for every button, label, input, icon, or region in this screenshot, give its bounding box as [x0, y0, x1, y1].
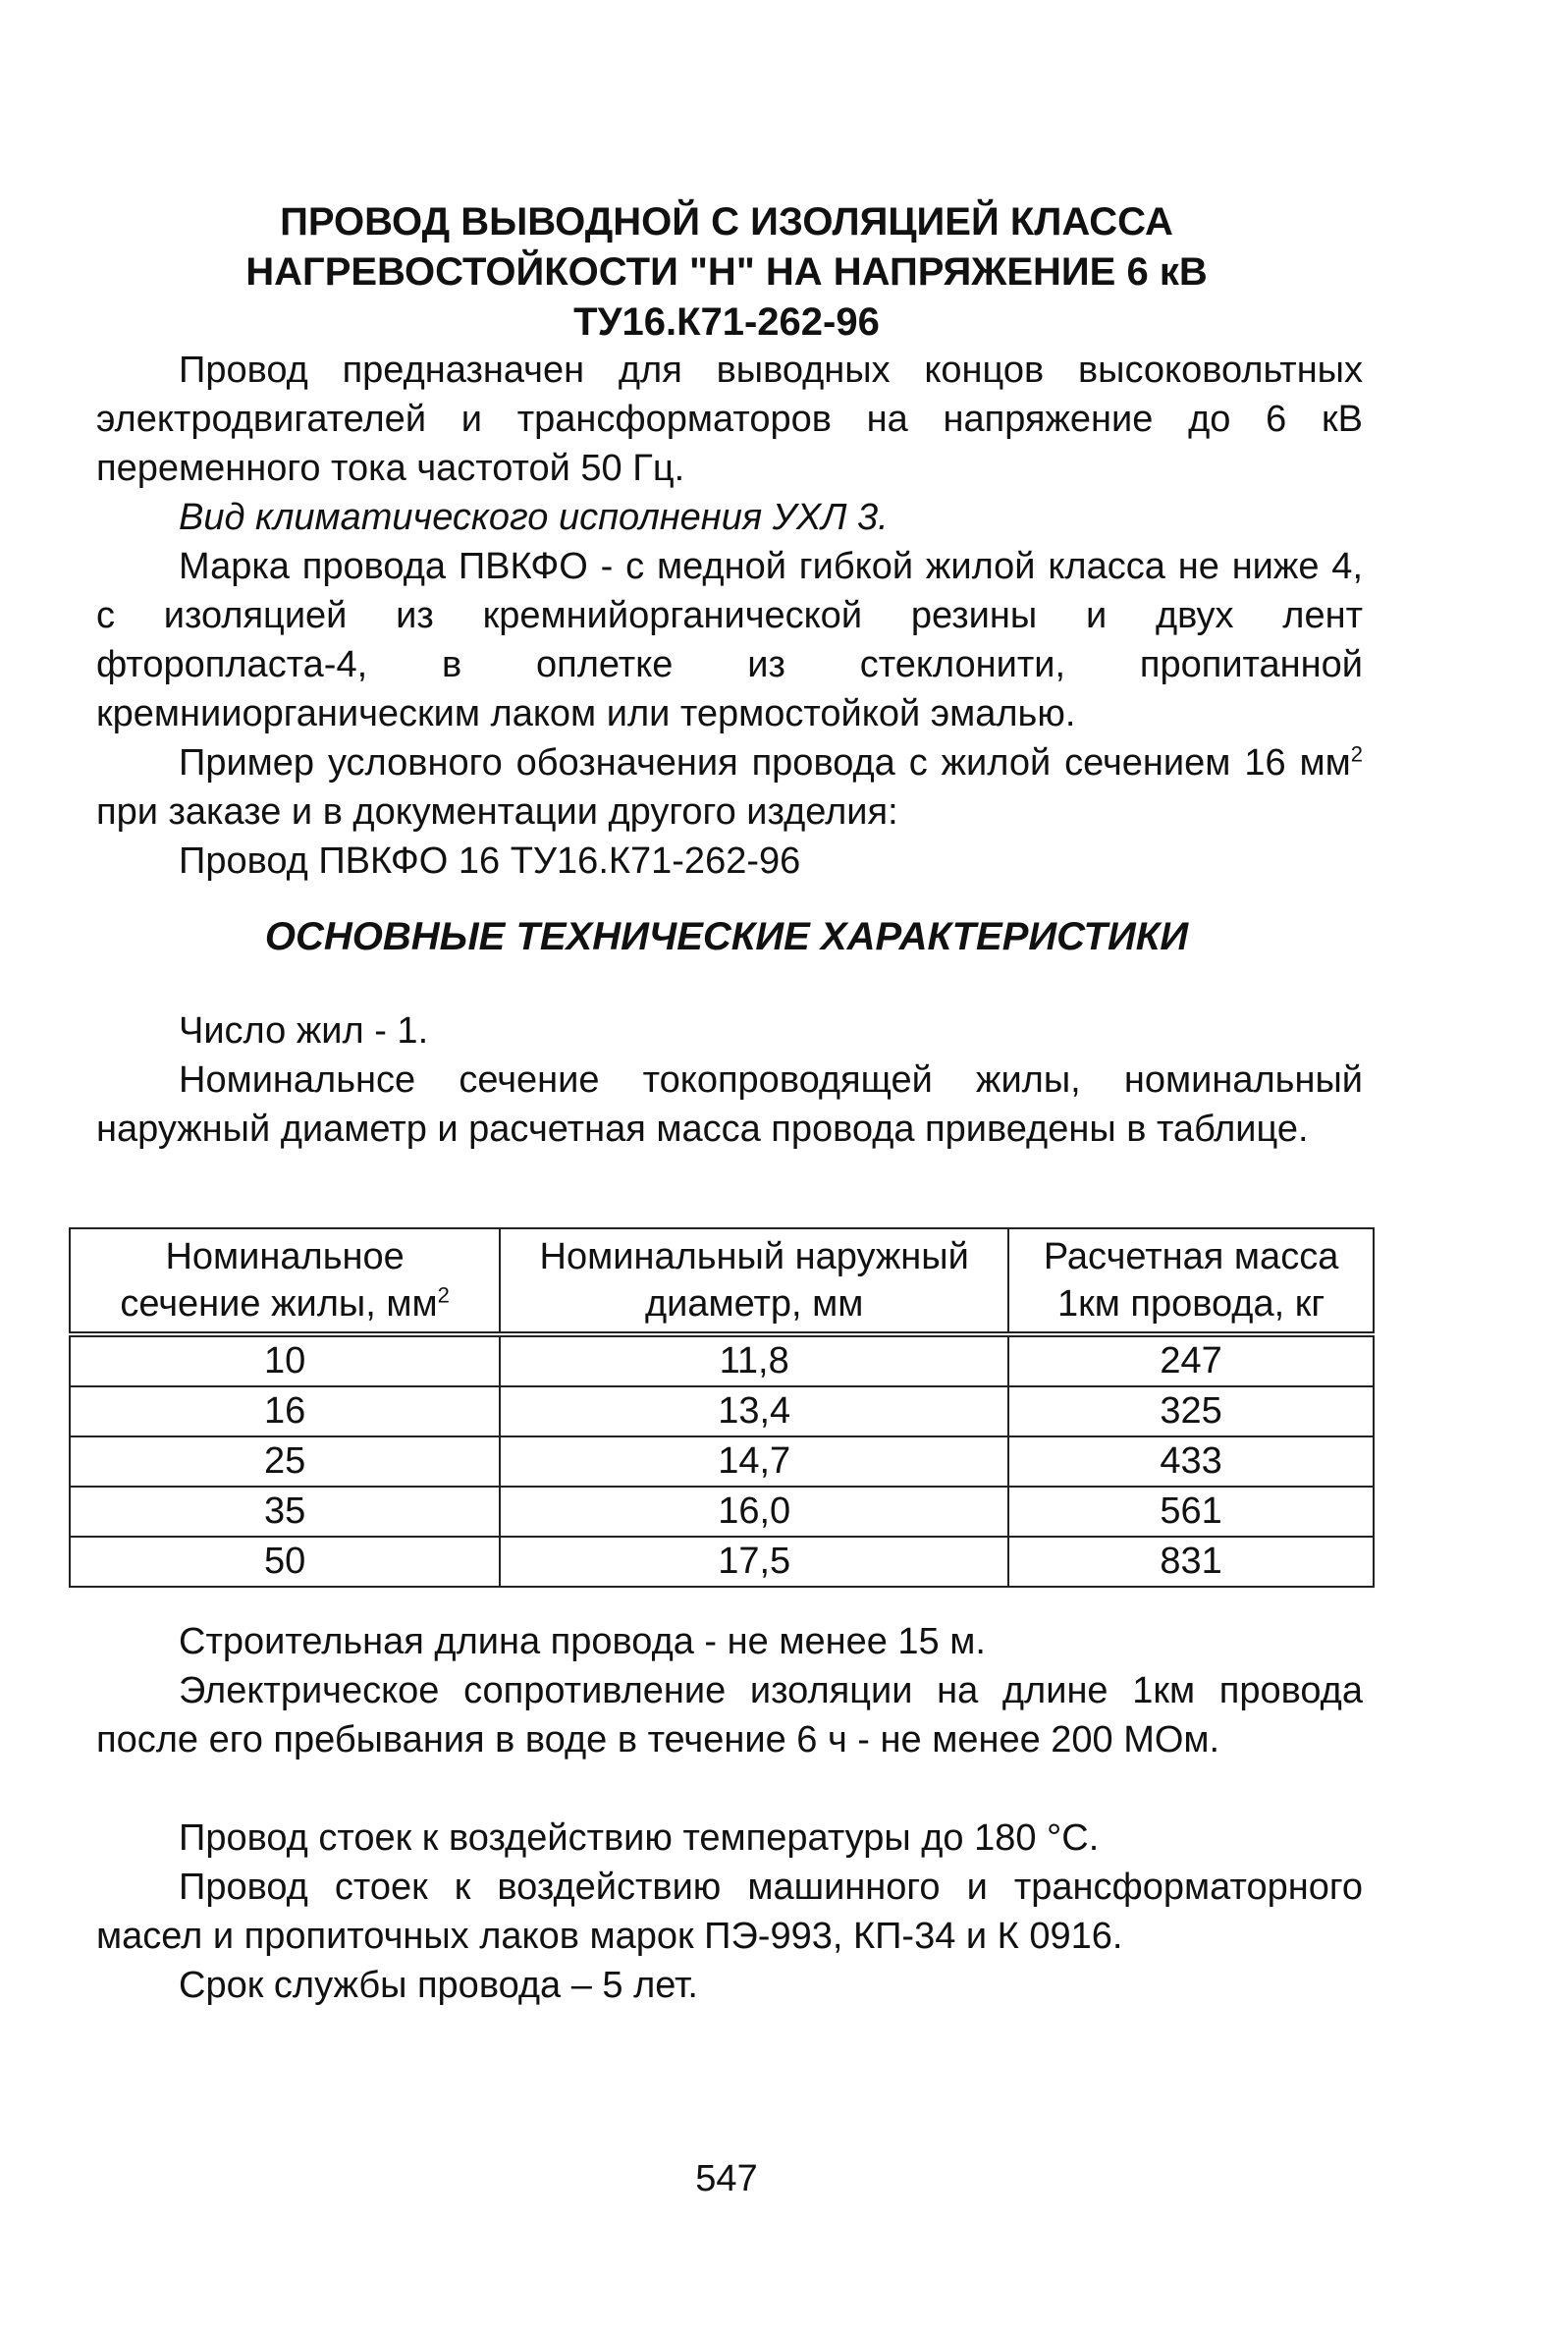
cell-mass: 325 — [1008, 1386, 1374, 1436]
example-paragraph — [96, 738, 1363, 837]
table-row — [70, 1334, 1374, 1386]
cell-diameter: 13,4 — [500, 1386, 1008, 1436]
cell-cross-section: 35 — [70, 1487, 500, 1537]
cell-cross-section: 50 — [70, 1537, 500, 1587]
header-col3-line1: Расчетная масса — [1043, 1236, 1339, 1277]
service-life-line: Срок службы провода – 5 лет. — [179, 1965, 698, 2006]
example-text-before: Пример условного обозначения провода с жилой сечением 16 мм — [179, 742, 1351, 784]
section-title: ОСНОВНЫЕ ТЕХНИЧЕСКИЕ ХАРАКТЕРИСТИКИ — [264, 915, 1189, 958]
header-col3-line2: 1км провода, кг — [1056, 1283, 1325, 1325]
cell-diameter: 17,5 — [500, 1537, 1008, 1587]
cell-diameter: 16,0 — [500, 1487, 1008, 1537]
temperature-line: Провод стоек к воздействию температуры до 180 °С. — [179, 1817, 1100, 1859]
cell-mass: 247 — [1008, 1334, 1374, 1386]
table-row — [70, 1436, 1374, 1487]
example-text-after: при заказе и в документации другого изделия: — [96, 791, 898, 833]
header-col2-line2: диаметр, мм — [644, 1283, 864, 1325]
example-superscript: 2 — [1350, 741, 1363, 767]
designation-line: Провод ПВКФО 16 ТУ16.К71-262-96 — [179, 840, 801, 882]
table-note-paragraph: Номинальнсе сечение токопроводящей жилы, номинальный наружный диаметр и расчетная масса провода приведены в таблице. — [96, 1059, 1363, 1150]
specs-table — [69, 1227, 1375, 1588]
page-number: 547 — [695, 2158, 758, 2199]
table-header-row — [70, 1228, 1374, 1334]
cell-mass: 561 — [1008, 1487, 1374, 1537]
header-cross-section — [70, 1228, 500, 1334]
cell-mass: 433 — [1008, 1436, 1374, 1487]
cores-count: Число жил - 1. — [179, 1010, 429, 1052]
cell-cross-section: 16 — [70, 1386, 500, 1436]
brand-paragraph: Марка провода ПВКФО - с медной гибкой жилой класса не ниже 4, с изоляцией из кремнийорганической резины и двух лент фторопласта-4, в оплетке из стеклонити, пропитанной кремнииорганическим лаком или термостойкой эмалью. — [96, 546, 1363, 734]
title-line-3: ТУ16.К71-262-96 — [573, 300, 880, 344]
cell-diameter: 11,8 — [500, 1334, 1008, 1386]
header-col1-line2: сечение жилы, мм — [120, 1283, 438, 1325]
table-row — [70, 1386, 1374, 1436]
resistance-paragraph: Электрическое сопротивление изоляции на длине 1км провода после его пребывания в воде в течение 6 ч - не менее 200 МОм. — [96, 1670, 1363, 1760]
climate-paragraph: Вид климатического исполнения УХЛ 3. — [179, 497, 889, 538]
cell-diameter: 14,7 — [500, 1436, 1008, 1487]
table-row — [70, 1537, 1374, 1587]
cell-cross-section: 10 — [70, 1334, 500, 1386]
header-col1-line1: Номинальное — [165, 1236, 405, 1277]
oils-paragraph: Провод стоек к воздействию машинного и трансформаторного масел и пропиточных лаков марок ПЭ-993, КП-34 и К 0916. — [96, 1867, 1363, 1957]
purpose-paragraph: Провод предназначен для выводных концов высоковольтных электродвигателей и трансформаторов на напряжение до 6 кВ переменного тока частотой 50 Гц. — [96, 350, 1363, 489]
header-mass — [1008, 1228, 1374, 1334]
header-col1-sup: 2 — [437, 1282, 450, 1308]
cell-cross-section: 25 — [70, 1436, 500, 1487]
header-outer-diameter — [500, 1228, 1008, 1334]
cell-mass: 831 — [1008, 1537, 1374, 1587]
title-line-1: ПРОВОД ВЫВОДНОЙ С ИЗОЛЯЦИЕЙ КЛАССА — [280, 200, 1173, 244]
header-col2-line1: Номинальный наружный — [539, 1236, 969, 1277]
length-line: Строительная длина провода - не менее 15 м. — [179, 1621, 986, 1662]
title-line-2: НАГРЕВОСТОЙКОСТИ "Н" НА НАПРЯЖЕНИЕ 6 кВ — [245, 250, 1208, 294]
table-row — [70, 1487, 1374, 1537]
